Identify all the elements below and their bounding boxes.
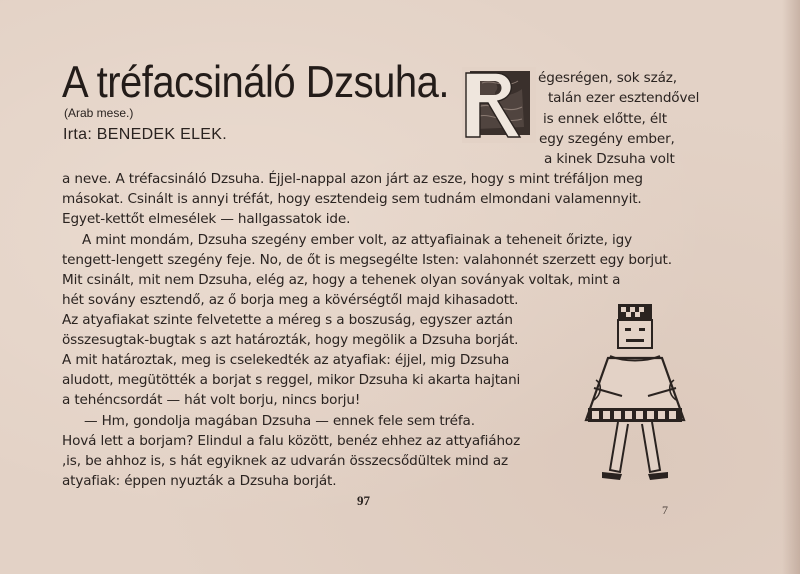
text-line-17: a tehéncsordát — hát volt borju, nincs borju! bbox=[62, 392, 361, 408]
text-line-3: is ennek előtte, élt bbox=[543, 111, 667, 127]
drop-cap-r-ornament bbox=[462, 67, 536, 143]
text-line-8: Egyet-kettőt elmesélek — hallgassatok ide. bbox=[62, 211, 351, 227]
text-line-15: A mit határoztak, meg is cselekedték az atyafiak: éjjel, mig Dzsuha bbox=[62, 352, 510, 368]
text-line-16: aludott, megütötték a borjat s reggel, mikor Dzsuha ki akarta hajtani bbox=[62, 372, 521, 388]
text-line-9: A mint mondám, Dzsuha szegény ember volt, az attyafiainak a teheneit őrizte, igy bbox=[82, 232, 632, 248]
page-spine-shadow bbox=[782, 0, 800, 574]
figure-illustration bbox=[580, 300, 690, 490]
text-line-10: tengett-lengett szegény feje. No, de őt is megsegélte Isten: valahonnét szerzett egy borjut. bbox=[62, 252, 672, 268]
story-subtitle: (Arab mese.) bbox=[64, 106, 134, 120]
text-line-7: másokat. Csinált is annyi tréfát, hogy esztendeig sem tudnám elmondani valamennyit. bbox=[62, 191, 642, 207]
author-byline: Irta: BENEDEK ELEK. bbox=[63, 126, 227, 143]
text-line-2: talán ezer esztendővel bbox=[548, 90, 700, 106]
text-line-12: hét sovány esztendő, az ő borja meg a kövérségtől majd kihasadott. bbox=[62, 292, 519, 308]
text-line-13: Az atyafiakat szinte felvetette a méreg s a boszuság, egyszer aztán bbox=[62, 312, 513, 328]
text-line-14: összesugtak-bugtak s azt határozták, hogy megölik a Dzsuha borját. bbox=[62, 332, 519, 348]
text-line-6: a neve. A tréfacsináló Dzsuha. Éjjel-nappal azon járt az esze, hogy s mint tréfáljon meg bbox=[62, 171, 643, 187]
text-line-1: égesrégen, sok száz, bbox=[538, 70, 677, 86]
text-line-4: egy szegény ember, bbox=[539, 131, 675, 147]
text-line-21: atyafiak: éppen nyuzták a Dzsuha borját. bbox=[62, 473, 337, 489]
text-line-18: — Hm, gondolja magában Dzsuha — ennek fele sem tréfa. bbox=[84, 413, 475, 429]
story-title: A tréfacsináló Dzsuha. bbox=[62, 58, 449, 108]
text-line-20: ,is, be ahhoz is, s hát egyiknek az udvarán összecsődültek mind az bbox=[62, 453, 509, 469]
page-number: 97 bbox=[357, 493, 370, 508]
text-line-5: a kinek Dzsuha volt bbox=[544, 151, 675, 167]
text-line-11: Mit csinált, mit nem Dzsuha, elég az, hogy a tehenek olyan soványak voltak, mint a bbox=[62, 272, 621, 288]
text-line-19: Hová lett a borjam? Elindul a falu között, benéz ehhez az attyafiához bbox=[62, 433, 521, 449]
drop-cap-letter: R bbox=[462, 67, 463, 68]
corner-page-number: 7 bbox=[662, 503, 668, 517]
